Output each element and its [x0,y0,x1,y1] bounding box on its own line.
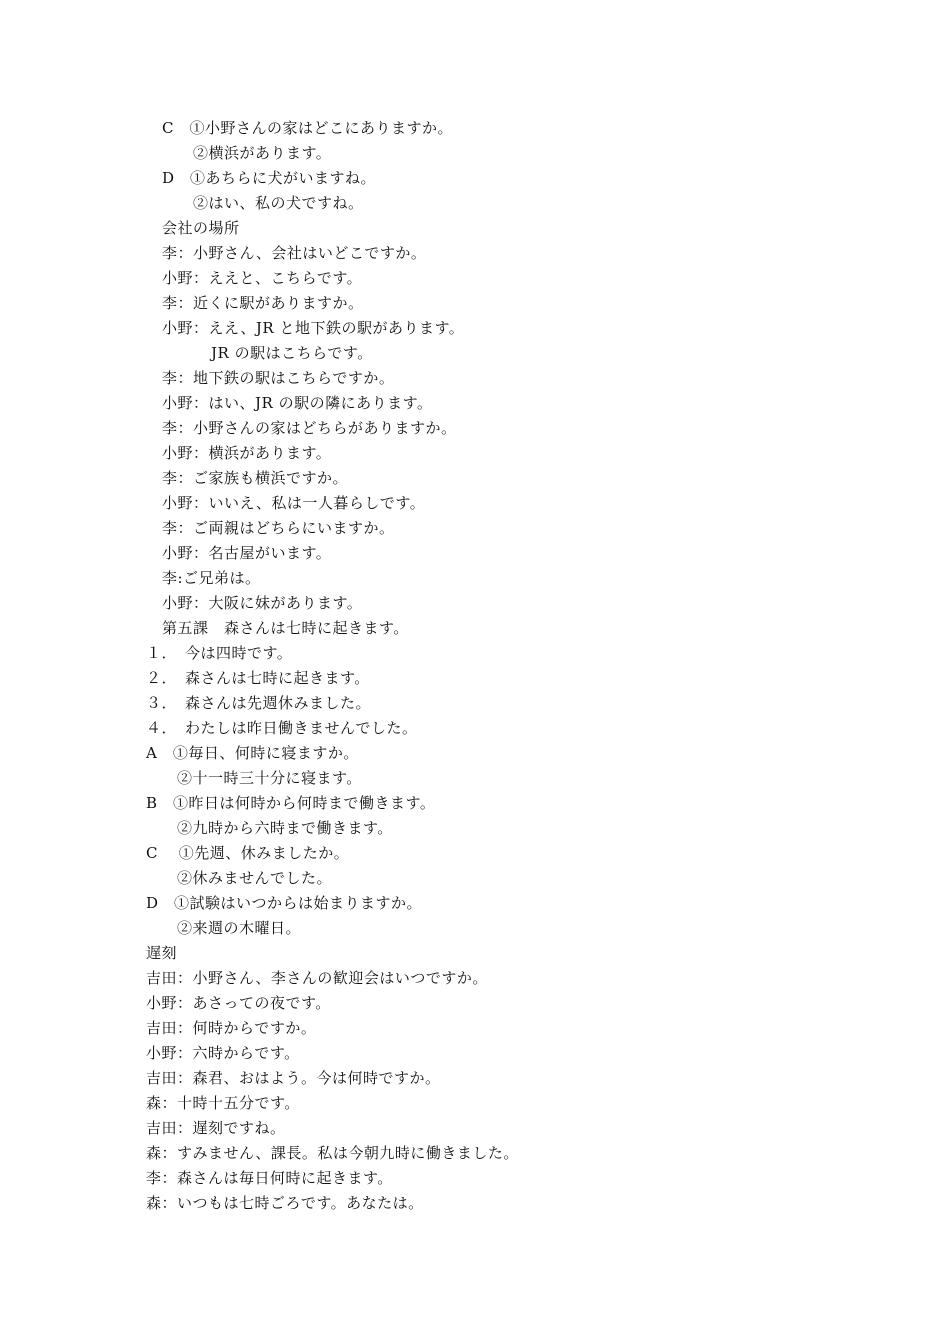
text-line: ②九時から六時まで働きます。 [177,819,393,837]
text-line: ②横浜があります。 [193,144,332,162]
section-heading: 会社の場所 [162,219,240,237]
text-line: ②はい、私の犬ですね。 [193,194,364,212]
dialogue-line: JR の駅はこちらです。 [211,344,373,362]
dialogue-line: 李：森さんは毎日何時に起きます。 [146,1169,393,1187]
dialogue-line: 小野：横浜があります。 [162,444,332,462]
dialogue-line: 小野：あさっての夜です。 [146,994,331,1012]
dialogue-line: 吉田：何時からですか。 [146,1019,317,1037]
text-line: ②十一時三十分に寝ます。 [177,769,362,787]
dialogue-line: 小野：いいえ、私は一人暮らしです。 [162,494,426,512]
dialogue-line: 森：いつもは七時ごろです。あなたは。 [146,1194,424,1212]
text-line: A ①毎日、何時に寝ますか。 [146,744,359,762]
dialogue-line: 小野：名古屋がいます。 [162,544,332,562]
text-line: ②来週の木曜日。 [177,919,302,937]
dialogue-line: 吉田：小野さん、李さんの歓迎会はいつですか。 [146,969,488,987]
list-item: ４． わたしは昨日働きませんでした。 [146,719,418,737]
text-line: D ①試験はいつからは始まりますか。 [146,894,423,912]
dialogue-line: 李：ご両親はどちらにいますか。 [162,519,395,537]
section-heading: 遅刻 [146,944,178,962]
list-item: ３． 森さんは先週休みました。 [146,694,372,712]
dialogue-line: 小野：はい、JR の駅の隣にあります。 [162,394,433,412]
text-line: C ①先週、休みましたか。 [146,844,350,862]
dialogue-line: 森：すみません、課長。私は今朝九時に働きました。 [146,1144,519,1162]
dialogue-line: 李：小野さんの家はどちらがありますか。 [162,419,457,437]
text-line: ②休みませんでした。 [177,869,333,887]
dialogue-line: 小野：ええ、JR と地下鉄の駅があります。 [162,319,465,337]
dialogue-line: 小野：六時からです。 [146,1044,300,1062]
dialogue-line: 小野：大阪に妹があります。 [162,594,363,612]
dialogue-line: 小野：ええと、こちらです。 [162,269,363,287]
list-item: ２． 森さんは七時に起きます。 [146,669,370,687]
dialogue-line: 李：近くに駅がありますか。 [162,294,364,312]
dialogue-line: 李：地下鉄の駅はこちらですか。 [162,369,395,387]
dialogue-line: 李：ご家族も横浜ですか。 [162,469,349,487]
dialogue-line: 森：十時十五分です。 [146,1094,300,1112]
dialogue-line: 李：小野さん、会社はいどこですか。 [162,244,427,262]
dialogue-line: 李:ご兄弟は。 [162,569,261,587]
dialogue-line: 吉田：森君、おはよう。今は何時ですか。 [146,1069,441,1087]
list-item: １． 今は四時です。 [146,644,293,662]
text-line: C ①小野さんの家はどこにありますか。 [162,119,453,137]
dialogue-line: 吉田：遅刻ですね。 [146,1119,286,1137]
lesson-heading: 第五課 森さんは七時に起きます。 [162,619,409,637]
text-line: D ①あちらに犬がいますね。 [162,169,377,187]
text-line: B ①昨日は何時から何時まで働きます。 [146,794,436,812]
